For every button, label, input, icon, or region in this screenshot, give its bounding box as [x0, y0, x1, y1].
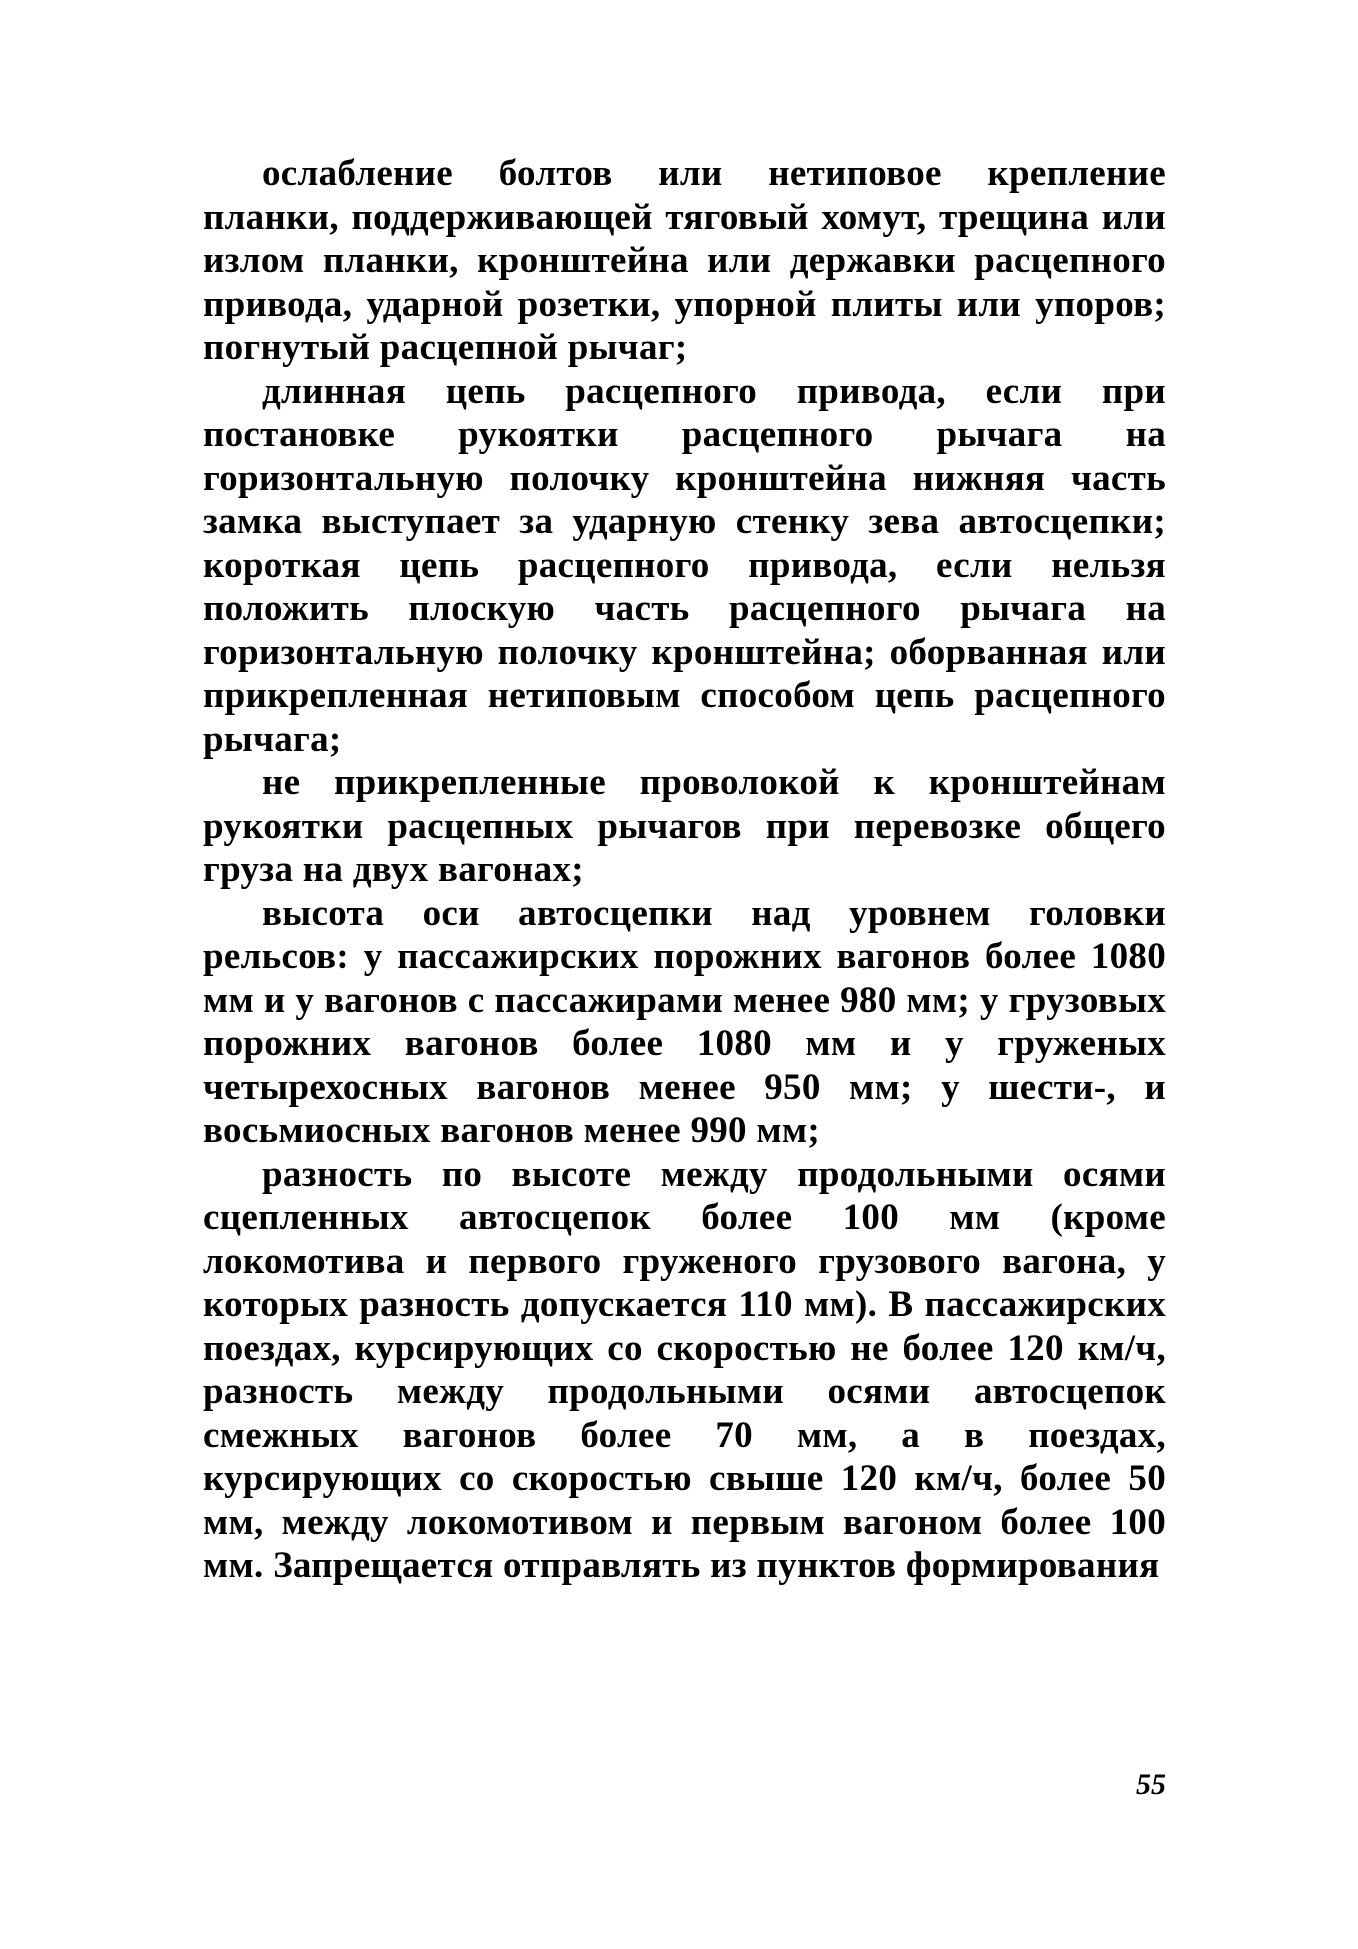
paragraph-coupler-height: высота оси автосцепки над уровнем головки рельсов: у пассажирских порожних вагонов более 1080 мм и у вагонов с пассажирами менее 980 мм; у грузовых порожних вагонов более 1080 мм и у груженых четырехосных вагонов менее 950 мм; у шести-, и восьмиосных вагонов менее 990 мм;	[203, 892, 1166, 1151]
paragraph-fastenings: ослабление болтов или нетиповое крепление планки, поддерживающей тяговый хомут, трещина или излом планки, кронштейна или державки расцепного привода, ударной розетки, упорной плиты или упоров; погнутый расцепной рычаг;	[203, 153, 1166, 368]
page-number: 55	[1136, 1768, 1166, 1801]
paragraph-height-difference: разность по высоте между продольными осями сцепленных автосцепок более 100 мм (кроме локомотива и первого груженого грузового вагона, у которых разность допускается 110 мм). В пассажирских поездах, курсирующих со скоростью не более 120 км/ч, разность между продольными осями автосцепок смежных вагонов более 70 мм, а в поездах, курсирующих со скоростью свыше 120 км/ч, более 50 мм, между локомотивом и первым вагоном более 100 мм. Запрещается отправлять из пунктов формирования	[203, 1153, 1166, 1586]
paragraph-handles-wire: не прикрепленные проволокой к кронштейнам рукоятки расцепных рычагов при перевозке общего груза на двух вагонах;	[203, 762, 1166, 890]
paragraph-release-chain: длинная цепь расцепного привода, если при постановке рукоятки расцепного рычага на горизонтальную полочку кронштейна нижняя часть замка выступает за ударную стенку зева автосцепки; короткая цепь расцепного привода, если нельзя положить плоскую часть расцепного рычага на горизонтальную полочку кронштейна; оборванная или прикрепленная нетиповым способом цепь расцепного рычага;	[203, 370, 1166, 760]
body-text	[203, 152, 1166, 1588]
